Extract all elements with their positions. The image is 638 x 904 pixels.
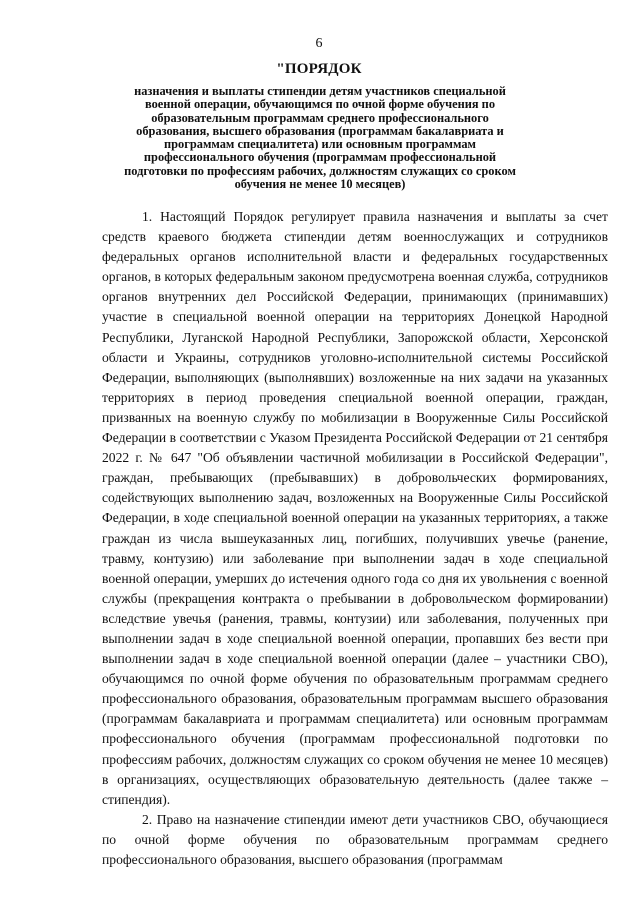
document-body: [102, 207, 608, 870]
paragraph-2: 2. Право на назначение стипендии имеют дети участников СВО, обучающиеся по очной форме обучения по образовательным программам среднего профессионального образования, высшего образования (программам: [102, 811, 608, 867]
document-subtitle: назначения и выплаты стипендии детям участников специальной военной операции, обучающимся по очной форме обучения по образовательным программам среднего профессионального образования, высшего образования (программам бакалавриата и программам специалитета) или основным программам профессионального обучения (программам профессиональной подготовки по профессиям рабочих, должностям служащих со сроком обучения не менее 10 месяцев): [124, 84, 516, 192]
paragraph-1: 1. Настоящий Порядок регулирует правила назначения и выплаты за счет средств краевого бюджета стипендии детям военнослужащих и сотрудников федеральных органов исполнительной власти и федеральных государственных органов, в которых федеральным законом предусмотрена военная служба, сотрудников органов внутренних дел Российской Федерации, принимающих (принимавших) участие в специальной военной операции на территориях Донецкой Народной Республики, Луганской Народной Республики, Запорожской области, Херсонской области и Украины, сотрудников уголовно-исполнительной системы Российской Федерации, выполняющих (выполнявших) возложенные на них задачи на указанных территориях в период проведения специальной военной операции, граждан, призванных на военную службу по мобилизации в Вооруженные Силы Российской Федерации в соответствии с Указом Президента Российской Федерации от 21 сентября 2022 г. № 647 "Об объявлении частичной мобилизации в Российской Федерации", граждан, пребывающих (пребывавших) в добровольческих формированиях, содействующих выполнению задач, возложенных на Вооруженные Силы Российской Федерации, в ходе специальной военной операции на указанных территориях, а также граждан из числа вышеуказанных лиц, погибших, получивших увечье (ранение, травму, контузию) или заболевание при выполнении задач в ходе специальной военной операции, умерших до истечения одного года со дня их увольнения с военной службы (прекращения контракта о пребывании в добровольческом формировании) вследствие увечья (ранения, травмы, контузии) или заболевания, полученных при выполнении задач в ходе специальной военной операции, пропавших без вести при выполнении задач в ходе специальной военной операции (далее – участники СВО), обучающимся по очной форме обучения по образовательным программам среднего профессионального образования, образовательным программам высшего образования (программам бакалавриата и программам специалитета) или основным программам профессионального обучения (программам профессиональной подготовки по профессиям рабочих, должностям служащих со сроком обучения не менее 10 месяцев) в организациях, осуществляющих образовательную деятельность (далее также – стипендия).: [102, 209, 608, 807]
document-title: "ПОРЯДОК: [276, 61, 362, 77]
page-number: 6: [315, 36, 323, 51]
